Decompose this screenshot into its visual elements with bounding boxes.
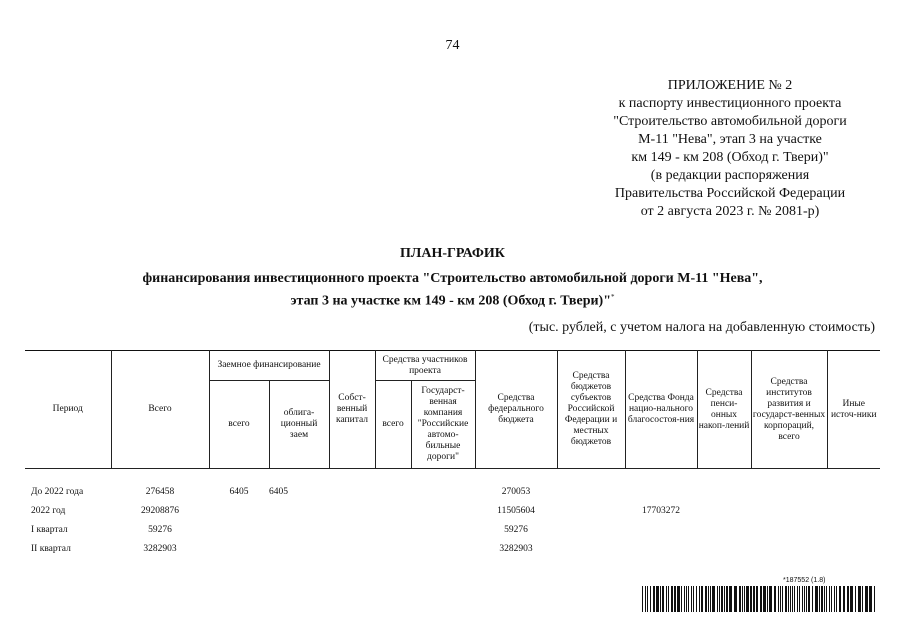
barcode-bar xyxy=(724,586,725,612)
appendix-line: М-11 "Нева", этап 3 на участке xyxy=(638,132,822,147)
barcode-bar xyxy=(802,586,803,612)
barcode-bar xyxy=(778,586,779,612)
barcode-bar xyxy=(855,586,856,612)
barcode-bar xyxy=(865,586,868,612)
barcode-bar xyxy=(645,586,646,612)
barcode-bar xyxy=(826,586,827,612)
cell-part-total xyxy=(375,482,411,501)
table-row xyxy=(25,482,880,501)
barcode-bar xyxy=(774,586,776,612)
cell-total: 29208876 xyxy=(141,505,179,516)
barcode-bar xyxy=(668,586,669,612)
cell-regional xyxy=(557,539,625,558)
appendix-line: Правительства Российской Федерации xyxy=(614,186,846,201)
header-pension: Средства пенси-онных накоп-лений xyxy=(697,351,751,469)
cell-dev xyxy=(751,482,827,501)
header-other: Иные источ-ники xyxy=(827,351,880,469)
barcode-bar xyxy=(656,586,659,612)
cell-regional xyxy=(557,520,625,539)
barcode-bar xyxy=(815,586,818,612)
barcode-bar xyxy=(712,586,715,612)
barcode-bar xyxy=(869,586,872,612)
cell-own-capital xyxy=(329,539,375,558)
document-subtitle xyxy=(0,270,905,311)
header-welfare-fund: Средства Фонда нацио-нального благосостоя-ния xyxy=(625,351,697,469)
cell-dev xyxy=(751,539,827,558)
barcode-bar xyxy=(746,586,749,612)
table-body xyxy=(25,482,880,558)
cell-federal: 11505604 xyxy=(497,505,535,516)
barcode-bar xyxy=(850,586,853,612)
cell-loan-total xyxy=(209,539,269,558)
cell-period: II квартал xyxy=(31,543,71,554)
cell-regional xyxy=(557,501,625,520)
barcode-bar xyxy=(677,586,680,612)
barcode-bar xyxy=(839,586,841,612)
barcode-bar xyxy=(681,586,682,612)
cell-dev xyxy=(751,501,827,520)
cell-welfare xyxy=(625,482,697,501)
barcode-bar xyxy=(821,586,823,612)
cell-pension xyxy=(697,539,751,558)
cell-loan-total xyxy=(209,520,269,539)
header-dev-institutions: Средства институтов развития и государст-венных корпораций, всего xyxy=(751,351,827,469)
barcode-bar xyxy=(701,586,703,612)
table-row xyxy=(25,520,880,539)
barcode-bar xyxy=(824,586,825,612)
cell-part-total xyxy=(375,501,411,520)
barcode-bar xyxy=(734,586,737,612)
barcode-bar xyxy=(794,586,795,612)
cell-loan-total: 6405 xyxy=(229,486,249,497)
cell-other xyxy=(827,482,880,501)
barcode-bar xyxy=(785,586,787,612)
cell-federal: 270053 xyxy=(501,486,531,497)
barcode-bar xyxy=(790,586,791,612)
cell-other xyxy=(827,501,880,520)
barcode-bar xyxy=(763,586,766,612)
barcode-bar xyxy=(696,586,697,612)
cell-welfare: 17703272 xyxy=(642,505,680,516)
cell-state-company xyxy=(411,482,475,501)
appendix-header xyxy=(580,77,880,221)
barcode-bar xyxy=(862,586,863,612)
table-header xyxy=(25,350,880,469)
barcode-bar xyxy=(710,586,711,612)
barcode-bar xyxy=(739,586,741,612)
barcode-bar xyxy=(705,586,707,612)
cell-own-capital xyxy=(329,520,375,539)
barcode-bar xyxy=(847,586,849,612)
cell-pension xyxy=(697,482,751,501)
barcode-bar xyxy=(650,586,651,612)
header-loan-bond: облига-ционный заем xyxy=(269,381,329,469)
cell-loan-bond xyxy=(269,501,329,520)
units-note: (тыс. рублей, с учетом налога на добавленную стоимость) xyxy=(528,320,875,335)
barcode-bar xyxy=(662,586,664,612)
cell-welfare xyxy=(625,539,697,558)
barcode-bar xyxy=(792,586,793,612)
cell-total: 59276 xyxy=(148,524,172,535)
cell-other xyxy=(827,539,880,558)
cell-dev xyxy=(751,520,827,539)
barcode-bar xyxy=(729,586,732,612)
cell-period: 2022 год xyxy=(31,505,66,516)
subtitle-line-2 xyxy=(0,288,905,311)
header-loan-total: всего xyxy=(209,381,269,469)
barcode-bar xyxy=(799,586,800,612)
barcode-bar xyxy=(812,586,813,612)
appendix-line: от 2 августа 2023 г. № 2081-р) xyxy=(640,204,820,219)
barcode-bar xyxy=(660,586,661,612)
barcode-bar xyxy=(691,586,692,612)
barcode-bar xyxy=(721,586,723,612)
barcode-bar xyxy=(874,586,875,612)
barcode-bar xyxy=(756,586,758,612)
barcode-bar xyxy=(760,586,762,612)
cell-own-capital xyxy=(329,482,375,501)
cell-total: 3282903 xyxy=(143,543,177,554)
barcode-number: *187552 (1.8) xyxy=(783,577,826,584)
barcode-bar xyxy=(671,586,673,612)
footnote-mark: * xyxy=(610,293,615,301)
barcode-bar xyxy=(767,586,768,612)
cell-loan-bond xyxy=(269,520,329,539)
barcode-bar xyxy=(829,586,830,612)
cell-welfare xyxy=(625,520,697,539)
barcode-bar xyxy=(708,586,709,612)
header-loan-group: Заемное финансирование xyxy=(209,351,329,381)
cell-total: 276458 xyxy=(145,486,175,497)
cell-loan-bond xyxy=(269,539,329,558)
cell-part-total xyxy=(375,520,411,539)
barcode-bar xyxy=(647,586,648,612)
barcode-bar xyxy=(834,586,835,612)
cell-pension xyxy=(697,501,751,520)
table-row xyxy=(25,501,880,520)
cell-federal: 3282903 xyxy=(499,543,533,554)
cell-loan-total xyxy=(209,501,269,520)
barcode-bar xyxy=(688,586,689,612)
header-participants-group: Средства участников проекта xyxy=(375,351,475,381)
barcode-bar xyxy=(744,586,745,612)
barcode-bar xyxy=(831,586,832,612)
cell-period: I квартал xyxy=(31,524,68,535)
page-number: 74 xyxy=(445,38,460,53)
cell-part-total xyxy=(375,539,411,558)
header-participants-total: всего xyxy=(375,381,411,469)
barcode-bar xyxy=(684,586,685,612)
document-title: ПЛАН-ГРАФИК xyxy=(400,246,505,261)
cell-regional xyxy=(557,482,625,501)
barcode-bar xyxy=(804,586,805,612)
cell-other xyxy=(827,520,880,539)
appendix-line: ПРИЛОЖЕНИЕ № 2 xyxy=(667,78,793,93)
subtitle-line-2-text: этап 3 на участке км 149 - км 208 (Обход г. Твери)" xyxy=(290,293,611,309)
barcode-bar xyxy=(753,586,755,612)
barcode-bar xyxy=(666,586,667,612)
barcode-bar xyxy=(788,586,789,612)
barcode-bar xyxy=(719,586,720,612)
barcode-bar xyxy=(808,586,810,612)
barcode-image xyxy=(642,586,878,612)
barcode-bar xyxy=(717,586,718,612)
cell-federal: 59276 xyxy=(504,524,528,535)
cell-period: До 2022 года xyxy=(31,486,84,497)
header-own-capital: Собст-венный капитал xyxy=(329,351,375,469)
subtitle-line-1: финансирования инвестиционного проекта "Строительство автомобильной дороги М-11 "Нева", xyxy=(142,271,763,286)
barcode-bar xyxy=(674,586,676,612)
barcode-bar xyxy=(642,586,643,612)
barcode-bar xyxy=(653,586,655,612)
barcode-bar xyxy=(742,586,743,612)
barcode-bar xyxy=(726,586,728,612)
header-period: Период xyxy=(25,351,111,469)
cell-state-company xyxy=(411,501,475,520)
cell-own-capital xyxy=(329,501,375,520)
barcode-bar xyxy=(686,586,687,612)
barcode-bar xyxy=(693,586,694,612)
barcode-bar xyxy=(782,586,783,612)
barcode-bar xyxy=(819,586,820,612)
cell-state-company xyxy=(411,539,475,558)
barcode-bar xyxy=(836,586,837,612)
appendix-line: (в редакции распоряжения xyxy=(650,168,810,183)
barcode-bar xyxy=(843,586,845,612)
appendix-line: "Строительство автомобильной дороги xyxy=(613,114,847,129)
cell-pension xyxy=(697,520,751,539)
barcode-bar xyxy=(858,586,861,612)
table-row xyxy=(25,539,880,558)
header-federal-budget: Средства федерального бюджета xyxy=(475,351,557,469)
header-state-company: Государст-венная компания "Российские автомо-бильные дороги" xyxy=(411,381,475,469)
header-regional-budgets: Средства бюджетов субъектов Российской Федерации и местных бюджетов xyxy=(557,351,625,469)
header-total: Всего xyxy=(111,351,209,469)
barcode-bar xyxy=(797,586,798,612)
barcode-bar xyxy=(699,586,700,612)
barcode-bar xyxy=(780,586,781,612)
barcode-bar xyxy=(806,586,807,612)
appendix-line: км 149 - км 208 (Обход г. Твери)" xyxy=(631,150,829,165)
barcode-bar xyxy=(769,586,772,612)
cell-state-company xyxy=(411,520,475,539)
financing-table xyxy=(25,350,880,558)
barcode-bar xyxy=(750,586,752,612)
cell-loan-bond: 6405 xyxy=(269,486,288,497)
appendix-line: к паспорту инвестиционного проекта xyxy=(618,96,842,111)
